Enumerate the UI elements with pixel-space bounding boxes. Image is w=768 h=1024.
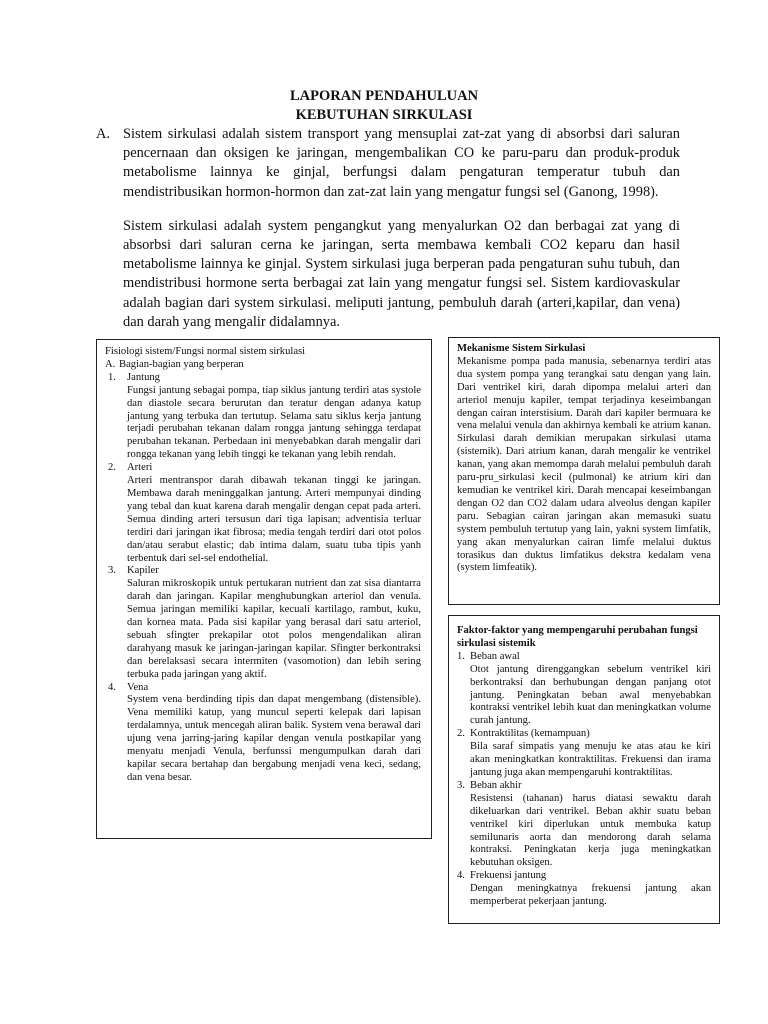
section-a-paragraph-1: Sistem sirkulasi adalah sistem transport yang mensuplai zat-zat yang di absorbsi dari saluran pencernaan dan oksigen ke jaringan, mengembalikan CO ke paru-paru dan produk-produk metabolisme lainnya ke ginjal, berfungsi dalam pengaturan temperatur tubuh dan mendistribusikan hormon-hormon dan zat-zat lain yang mengatur fungsi sel (Ganong, 1998).	[123, 126, 680, 200]
list-item-text: System vena berdinding tipis dan dapat mengembang (distensible). Vena memiliki katup, yang muncul seperti kelepak dari lapisan terdalamnya, untuk mencegah aliran balik. System vena berawal dari ujung vena jarring-jaring kapilar dengan venula postkapilar yang menyatu menjadi Venula, berfunssi mengumpulkan darah dari kapilar secara bertahap dan bergabung menjadi vena keci, sedang, dan vena besar.	[127, 694, 421, 783]
factors-box	[448, 615, 720, 924]
list-item-text: Arteri mentranspor darah dibawah tekanan tinggi ke jaringan. Membawa darah meninggalkan jantung. Arteri mempunyai dinding yang tebal dan kuat karena darah mengalir dengan cepat pada arteri. Semua dinding arteri tersusun dari tiga lapisan; adventisia terluar terdiri dari jaringan ikat fibrosa; media tengah terdiri dari otot polos dan/atau serabut elastic; dab intima dalam, suatu tuba tipis yanh terbentuk dari sel-sel endothelial.	[127, 475, 421, 564]
list-item-jantung	[105, 372, 421, 462]
factor-name: Kontraktilitas (kemampuan)	[470, 728, 590, 740]
factor-number: 1.	[457, 650, 465, 662]
list-item-name: Kapiler	[127, 565, 159, 577]
page-header	[0, 87, 768, 125]
factor-number: 2.	[457, 728, 465, 740]
list-item-text: Saluran mikroskopik untuk pertukaran nutrient dan zat sisa diantarra darah dan jaringan. Kapilar menghubungkan arteriol dan venula. Semua jaringan memiliki kapilar, kecuali kartilago, rambut, kuku, dan kornea mata. Pada sisi kapilar yang berasal dari satu arteriol, sebuah sfingter prekapilar otot polos mengendalikan aliran darahyang masuk ke jaringan-jaringan kapilar. Sfingter berkontraksi dan berelaksasi secara intermiten (vasomotion) dan lebih sering terbuka pada jaringan yang aktif.	[127, 578, 421, 680]
factor-name: Beban akhir	[470, 779, 522, 791]
list-item-arteri	[105, 462, 421, 565]
list-item-name: Jantung	[127, 371, 160, 383]
mechanism-box	[448, 337, 720, 605]
physiology-box	[96, 339, 432, 839]
list-item-kapiler	[105, 565, 421, 681]
list-item-number: 2.	[108, 462, 116, 474]
factor-item-beban-akhir	[457, 780, 711, 870]
factor-item-beban-awal	[457, 651, 711, 728]
subheading-marker: A.	[105, 358, 116, 370]
document-title: LAPORAN PENDAHULUAN	[289, 88, 479, 104]
section-a-marker: A.	[96, 126, 110, 142]
factor-text: Dengan meningkatnya frekuensi jantung akan memperberat pekerjaan jantung.	[470, 883, 711, 908]
physiology-subheading	[105, 359, 421, 372]
list-item-text: Fungsi jantung sebagai pompa, tiap siklus jantung terdiri atas systole dan diastole secara berurutan dan teratur dengan adanya katup jantung yang terbuka dan tertutup. Selama satu siklus kerja jantung terjadi perubahan tekanan dalam rongga jantung sehingga terdapat perubahan tekanan. Perbedaan ini menyebabkan darah mengalir dari rongga tekanan yang lebih tinggi ke tekanan yang lebih rendah.	[127, 384, 421, 461]
document-subtitle: KEBUTUHAN SIRKULASI	[295, 107, 473, 123]
factor-name: Beban awal	[470, 650, 520, 662]
factor-item-kontraktilitas	[457, 728, 711, 780]
factor-text: Bila saraf simpatis yang menuju ke atas atau ke kiri akan meningkatkan kontraktilitas. Frekuensi dan irama jantung juga akan mempengaruhi kontraktilitas.	[470, 741, 711, 778]
physiology-box-title: Fisiologi sistem/Fungsi normal sistem sirkulasi	[105, 346, 306, 357]
factor-text: Resistensi (tahanan) harus diatasi sewaktu darah dikeluarkan dari ventrikel. Beban akhir suatu beban ventrikel kiri diperlukan untuk membuka katup semilunaris aorta dan mendorong darah selama kontraksi. Peningkatan kerja juga meningkatkan kebutuhan oksigen.	[470, 792, 711, 869]
factors-box-title: Faktor-faktor yang mempengaruhi perubahan fungsi sirkulasi sistemik	[457, 625, 698, 649]
factor-text: Otot jantung direnggangkan sebelum ventrikel kiri berkontraksi dan berhubungan dengan panjang otot jantung. Peningkatan beban awal menyebabkan kontraksi ventrikel lebih kuat dan meningkatkan volume curah jantung.	[470, 663, 711, 727]
list-item-number: 1.	[108, 371, 116, 383]
subheading-text: Bagian-bagian yang berperan	[119, 358, 244, 370]
mechanism-box-title: Mekanisme Sistem Sirkulasi	[457, 343, 586, 354]
section-a-paragraph-2: Sistem sirkulasi adalah system pengangkut yang menyalurkan O2 dan berbagai zat yang di absorbsi dari saluran cerna ke jaringan, serta membawa kembali CO2 keparu dan hasil metabolisme lainnya ke ginjal. System sirkulasi juga berperan pada pengaturan suhu tubuh, dan mendistribusi hormone serta berbagai zat lain yang mengatur fungsi sel. Sistem kardiovaskular adalah bagian dari system sirkulasi. meliputi jantung, pembuluh darah (arteri,kapilar, dan vena) dan darah yang mengalir didalamnya.	[123, 217, 680, 330]
list-item-vena	[105, 682, 421, 785]
factor-number: 4.	[457, 870, 465, 882]
factor-item-frekuensi	[457, 870, 711, 909]
list-item-name: Vena	[127, 681, 149, 693]
factor-name: Frekuensi jantung	[470, 870, 547, 882]
list-item-number: 4.	[108, 681, 116, 693]
mechanism-box-text: Mekanisme pompa pada manusia, sebenarnya terdiri atas dua system pompa yang terangkai satu dengan yang lain. Dari ventrikel kiri, darah dipompa melalui arteri dan arteriol menuju kapiler, tempat terjadinya keseimbangan dengan cairan interstisium. Darah dari kapiler bermuara ke vena melalui venula dan akhirnya kembali ke atrium kanan. Sirkulasi darah demikian merupakan sirkulasi utama (sistemik). Dari atrium kanan, darah mengalir ke ventrikel kanan, yang akan memompa darah melalui pembuluh darah paru-pru_sirkulasi kecil (pulmonal) ke atrium kiri dan kemudian ke ventrikel kiri. Darah mencapai keseimbangan dengan O2 dan CO2 dalam udara alveolus dengan kapiler paru. Sebagian cairan jaringan akan memasuki suatu system pembuluh tertutup yang lain, yakni system limfatik, yang akan menyalurkan cairan limfe melalui duktus torasikus dan duktus limfatikus dekstra kedalam vena (system limfeatik).	[457, 355, 711, 574]
list-item-name: Arteri	[127, 462, 153, 474]
section-a	[96, 125, 680, 332]
factor-number: 3.	[457, 779, 465, 791]
list-item-number: 3.	[108, 565, 116, 577]
